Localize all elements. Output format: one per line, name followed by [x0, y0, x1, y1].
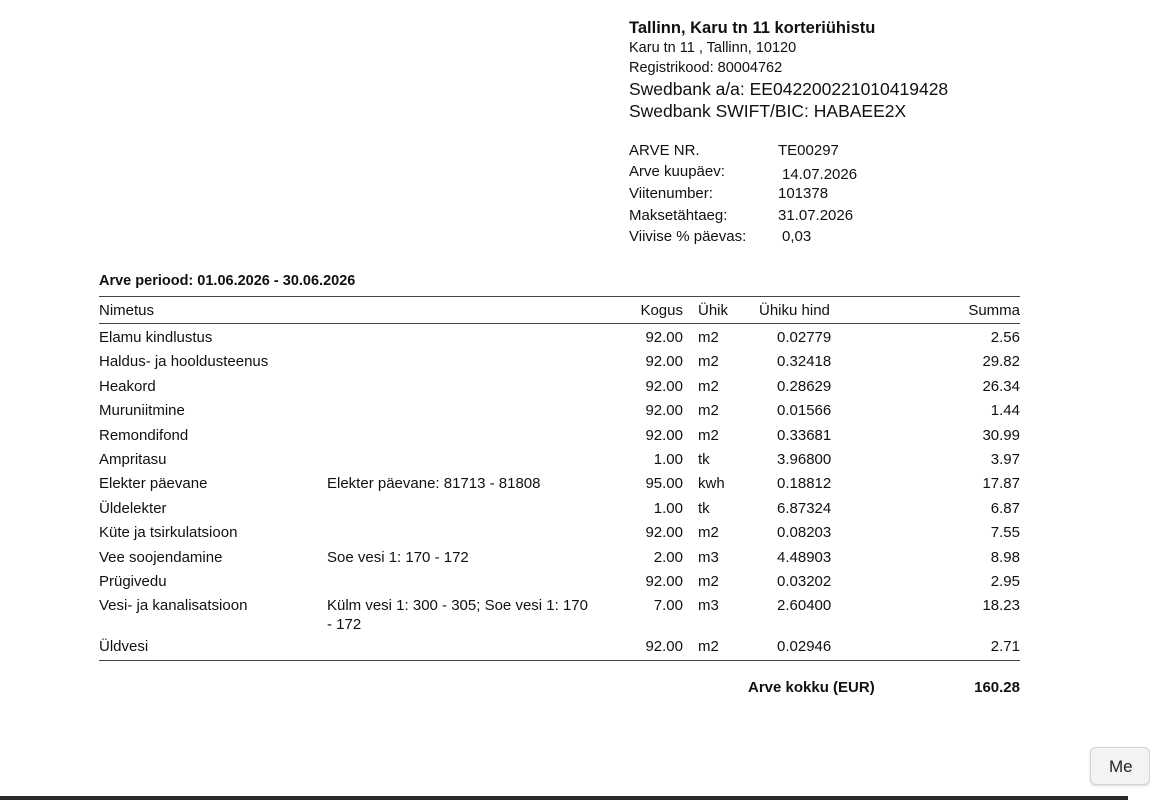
row-sum: 7.55 — [990, 524, 1020, 542]
row-qty: 92.00 — [645, 638, 683, 656]
window-bottom-edge — [0, 796, 1128, 800]
row-unit: m2 — [698, 329, 719, 346]
invoice-number-row — [629, 142, 949, 164]
row-sum: 2.95 — [990, 572, 1020, 590]
row-name: Elamu kindlustus — [99, 329, 213, 346]
invoice-period: Arve periood: 01.06.2026 - 30.06.2026 — [99, 273, 356, 289]
row-qty: 92.00 — [645, 353, 683, 371]
table-row — [99, 633, 1020, 657]
row-price: 0.33681 — [777, 426, 832, 444]
invoice-penalty-label: Viivise % päevas: — [629, 228, 747, 245]
company-address: Karu tn 11 , Tallinn, 10120 — [629, 40, 797, 56]
invoice-due-label: Maksetähtaeg: — [629, 206, 728, 224]
table-row — [99, 422, 1020, 446]
invoice-reference-row — [629, 185, 949, 207]
row-qty: 92.00 — [645, 524, 683, 542]
table-row — [99, 544, 1020, 568]
row-unit: kwh — [698, 475, 725, 493]
table-row — [99, 592, 1020, 633]
row-name: Küte ja tsirkulatsioon — [99, 524, 238, 542]
table-row — [99, 568, 1020, 592]
row-price: 0.01566 — [777, 402, 832, 420]
row-unit: m2 — [698, 377, 719, 395]
total-label: Arve kokku (EUR) — [748, 679, 875, 696]
row-name: Üldvesi — [99, 638, 149, 656]
row-qty: 1.00 — [653, 450, 683, 468]
row-unit: tk — [698, 450, 710, 468]
row-price: 0.08203 — [777, 524, 832, 542]
row-price: 4.48903 — [777, 548, 832, 566]
column-header-qty: Kogus — [640, 302, 683, 319]
row-qty: 7.00 — [653, 597, 683, 615]
row-price: 2.60400 — [777, 597, 832, 615]
row-qty: 2.00 — [653, 548, 683, 566]
row-name: Ampritasu — [99, 450, 167, 468]
company-header — [629, 18, 1089, 122]
table-row — [99, 446, 1020, 470]
row-name: Vesi- ja kanalisatsioon — [99, 597, 248, 615]
row-qty: 92.00 — [645, 426, 683, 444]
invoice-due: 31.07.2026 — [778, 206, 854, 224]
row-sum: 8.98 — [990, 548, 1020, 566]
table-row — [99, 373, 1020, 397]
row-name: Prügivedu — [99, 572, 167, 590]
row-price: 0.02946 — [777, 638, 832, 656]
table-header — [99, 296, 1020, 324]
corner-button[interactable]: Me — [1090, 747, 1150, 785]
table-divider — [99, 660, 1020, 661]
table-row — [99, 519, 1020, 543]
row-name: Üldelekter — [99, 499, 167, 517]
row-sum: 29.82 — [982, 353, 1020, 371]
row-description: Soe vesi 1: 170 - 172 — [327, 548, 469, 566]
invoice-date-row — [629, 164, 949, 186]
invoice-number-label: ARVE NR. — [629, 142, 700, 159]
row-price: 0.28629 — [777, 377, 832, 395]
total-value: 160.28 — [974, 679, 1020, 696]
company-name: Tallinn, Karu tn 11 korteriühistu — [629, 19, 876, 37]
table-row — [99, 397, 1020, 421]
row-price: 3.96800 — [777, 450, 832, 468]
row-price: 0.02779 — [777, 329, 832, 346]
row-sum: 1.44 — [990, 402, 1020, 420]
row-price: 0.03202 — [777, 572, 832, 590]
table-row — [99, 324, 1020, 348]
row-price: 0.32418 — [777, 353, 832, 371]
invoice-reference: 101378 — [778, 185, 829, 202]
row-qty: 92.00 — [645, 402, 683, 420]
row-price: 6.87324 — [777, 499, 832, 517]
row-description: Külm vesi 1: 300 - 305; Soe vesi 1: 170 - 172 — [327, 597, 588, 634]
invoice-number: TE00297 — [778, 142, 839, 159]
invoice-reference-label: Viitenumber: — [629, 185, 713, 202]
row-sum: 2.56 — [990, 329, 1020, 346]
row-unit: m2 — [698, 402, 719, 420]
company-bank-account: Swedbank a/a: EE042200221010419428 — [629, 79, 949, 99]
table-row — [99, 495, 1020, 519]
row-sum: 3.97 — [990, 450, 1020, 468]
row-name: Vee soojendamine — [99, 548, 223, 566]
invoice-meta — [629, 142, 949, 250]
row-name: Muruniitmine — [99, 402, 185, 420]
row-unit: m2 — [698, 353, 719, 371]
row-qty: 1.00 — [653, 499, 683, 517]
column-header-price: Ühiku hind — [759, 302, 830, 319]
row-sum: 18.23 — [982, 597, 1020, 615]
invoice-penalty: 0,03 — [782, 228, 812, 245]
row-price: 0.18812 — [777, 475, 832, 493]
table-row — [99, 348, 1020, 372]
invoice-penalty-row — [629, 228, 949, 250]
row-unit: m2 — [698, 638, 719, 656]
row-description: Elekter päevane: 81713 - 81808 — [327, 475, 541, 493]
company-bank-swift: Swedbank SWIFT/BIC: HABAEE2X — [629, 101, 907, 121]
row-unit: m2 — [698, 524, 719, 542]
table-row — [99, 470, 1020, 494]
invoice-table — [99, 296, 1020, 661]
invoice-due-row — [629, 207, 949, 229]
row-unit: tk — [698, 499, 710, 517]
row-sum: 6.87 — [990, 499, 1020, 517]
company-reg-code: Registrikood: 80004762 — [629, 60, 783, 76]
row-name: Haldus- ja hooldusteenus — [99, 353, 269, 371]
row-sum: 26.34 — [982, 377, 1020, 395]
row-qty: 92.00 — [645, 572, 683, 590]
column-header-name: Nimetus — [99, 302, 155, 319]
row-unit: m2 — [698, 426, 719, 444]
row-unit: m2 — [698, 572, 719, 590]
invoice-date-label: Arve kuupäev: — [629, 162, 725, 180]
column-header-sum: Summa — [968, 302, 1020, 319]
row-sum: 30.99 — [982, 426, 1020, 444]
row-name: Remondifond — [99, 426, 189, 444]
row-name: Elekter päevane — [99, 475, 208, 493]
row-unit: m3 — [698, 597, 719, 615]
row-qty: 95.00 — [645, 475, 683, 493]
column-header-unit: Ühik — [698, 302, 729, 319]
row-unit: m3 — [698, 548, 719, 566]
row-sum: 17.87 — [982, 475, 1020, 493]
invoice-date: 14.07.2026 — [782, 165, 858, 183]
row-sum: 2.71 — [990, 638, 1020, 656]
row-name: Heakord — [99, 377, 156, 395]
row-qty: 92.00 — [645, 329, 683, 346]
row-qty: 92.00 — [645, 377, 683, 395]
